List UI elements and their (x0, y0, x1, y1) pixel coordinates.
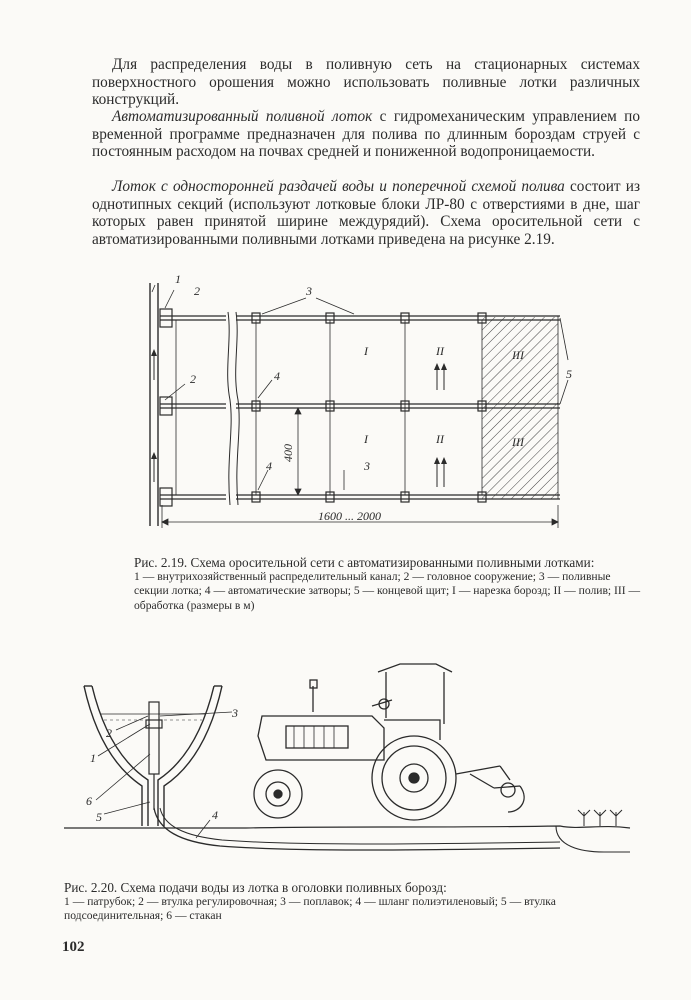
fig2-label-4: 4 (212, 808, 218, 822)
fig2-label-5: 5 (96, 810, 102, 824)
zone-II-top: II (436, 344, 444, 358)
page-number: 102 (62, 939, 85, 955)
distribution-canal (150, 283, 158, 526)
figure-2-19-caption-legend: 1 — внутрихозяйственный распределительный канал; 2 — головное сооружение; 3 — поливные секции лотка; 4 — автоматические затворы; 5 — концевой щит; I — нарезка борозд; II — полив; III — обработка (размеры в м) (134, 570, 641, 612)
tray-trough (84, 686, 222, 826)
figure-2-20-caption-legend: 1 — патрубок; 2 — втулка регулировочная; 3 — поплавок; 4 — шланг полиэтиленовый; 5 — втулка подсоединительная; 6 — стакан (64, 895, 556, 923)
term-automated-tray: Автоматизированный поливной лоток (112, 108, 373, 125)
figure-2-19 (150, 283, 568, 528)
paragraph-1: Для распределения воды в поливную сеть на стационарных системах поверхностного орошения можно использовать поливные лотки различных конструкций. (92, 56, 640, 109)
plants (578, 810, 622, 826)
label-3-top: 3 (306, 284, 312, 298)
label-2-mid: 2 (190, 372, 196, 386)
furrow-channel (556, 826, 630, 852)
label-4-bottom: 4 (266, 459, 272, 473)
polyethylene-hose-inner (160, 808, 560, 844)
dimension-span-label: 1600 ... 2000 (318, 509, 381, 523)
fig2-label-3: 3 (232, 706, 238, 720)
zone-III-bottom: III (512, 435, 524, 449)
label-2-top: 2 (194, 284, 200, 298)
fig2-label-2: 2 (106, 726, 112, 740)
dimension-400 (295, 408, 301, 495)
label-5: 5 (566, 367, 572, 381)
zone-I-bottom: I (364, 432, 368, 446)
label-1: 1 (175, 272, 181, 286)
figure-2-20-caption-title: Рис. 2.20. Схема подачи воды из лотка в оголовки поливных борозд: (64, 880, 447, 895)
figure-2-20-caption (64, 880, 644, 924)
label-4-mid: 4 (274, 369, 280, 383)
term-one-sided-tray: Лоток с односторонней раздачей воды и поперечной схемой полива (112, 178, 565, 195)
dimension-400-label: 400 (281, 444, 295, 462)
paragraph-2-text: с гидромеханическим управлением по временной программе предназначен для полива по длинным бороздам струей с постоянным расходом на почвах средней и пониженной водопроницаемости. (92, 108, 640, 161)
zone-II-bottom: II (436, 432, 444, 446)
zone-III-top: III (512, 348, 524, 362)
fig2-label-6: 6 (86, 794, 92, 808)
zone-I-top: I (364, 344, 368, 358)
paragraph-3-text: состоит из однотипных секций (используют лотковые блоки ЛР-80 с отверстиями в дне, шаг которых равен принятой ширине междурядий). Схема оросительной сети с автоматизированными поливными лотками приведена на рисунке 2.19. (92, 178, 640, 248)
figure-2-19-caption-title: Рис. 2.19. Схема оросительной сети с автоматизированными поливными лотками: (134, 555, 595, 570)
irrigation-arrows (437, 366, 444, 487)
ground-line (64, 826, 630, 828)
fig2-label-1: 1 (90, 751, 96, 765)
tractor (254, 664, 524, 820)
figure-2-20 (64, 664, 630, 852)
figure-2-19-caption (134, 555, 644, 613)
label-3-bottom: 3 (364, 459, 370, 473)
